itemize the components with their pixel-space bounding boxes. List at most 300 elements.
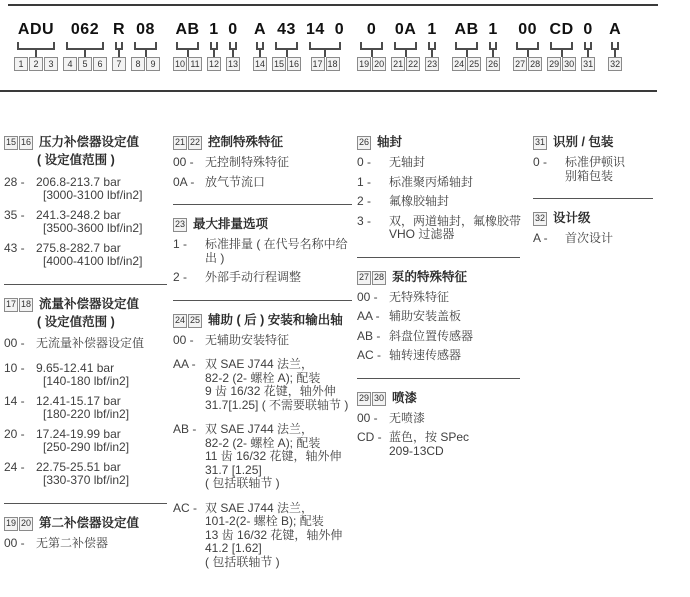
option-text — [389, 412, 520, 426]
stem-line — [405, 50, 407, 57]
option-text-line: 蓝色，按 SPec — [389, 430, 470, 444]
section-position-boxes — [4, 298, 33, 312]
code-segment: ADU — [17, 21, 55, 38]
section-header — [357, 136, 520, 150]
option-item — [357, 176, 520, 190]
section-header — [357, 392, 520, 406]
position-number-box: 20 — [19, 517, 33, 531]
option-text-line: 209-13CD — [389, 443, 444, 458]
option-text-line: 辅助安装盖板 — [389, 309, 462, 323]
position-number-box: 25 — [188, 314, 202, 328]
option-text — [36, 242, 167, 269]
option-text-line: 82-2 (2- 螺栓 A); 配装 — [205, 370, 321, 385]
position-number-box: 25 — [469, 59, 480, 69]
code-segment: 062 — [70, 21, 100, 38]
option-item — [357, 195, 520, 209]
position-number-box: 11 — [188, 57, 202, 71]
bracket-connector — [115, 42, 123, 50]
option-text — [389, 349, 520, 363]
option-item — [4, 362, 167, 389]
option-code: AA - — [173, 357, 196, 371]
position-number-box: 1 — [14, 57, 28, 71]
code-group — [513, 21, 542, 71]
option-code: 1 - — [357, 174, 372, 189]
option-text-line: 17.24-19.99 bar — [36, 426, 121, 441]
code-segment: 1 — [427, 21, 437, 38]
position-number-box: 23 — [173, 218, 187, 232]
option-code: 28 - — [4, 174, 25, 189]
code-segment: 0 — [366, 21, 377, 38]
option-code: 20 - — [4, 426, 25, 441]
option-code: 2 - — [173, 270, 188, 284]
code-group — [131, 21, 160, 71]
option-text-line: 22.75-25.51 bar — [36, 459, 121, 474]
position-boxes — [581, 57, 595, 71]
option-item — [357, 291, 520, 305]
section-title: 压力补偿器设定值 — [39, 135, 140, 150]
stem-line — [527, 50, 529, 57]
option-text — [36, 428, 167, 455]
option-text-line: 31.7[1.25] ( 不需要联轴节 ) — [205, 397, 349, 412]
position-boxes — [112, 57, 126, 71]
section-subtitle: ( 设定值范围 ) — [37, 153, 115, 167]
code-segment: 43 — [277, 21, 296, 38]
code-segment: 08 — [136, 21, 155, 38]
stem-line — [614, 50, 616, 57]
option-text — [205, 502, 352, 570]
option-item — [4, 176, 167, 203]
option-text — [36, 362, 167, 389]
option-text-line: 标准伊顿识 — [565, 155, 626, 169]
bracket-connector — [584, 42, 592, 50]
position-number-box: 15 — [4, 136, 18, 150]
stem-line — [259, 50, 261, 57]
position-boxes — [425, 57, 439, 71]
section-title: 辅助 ( 后 ) 安装和输出轴 — [208, 312, 343, 327]
option-item — [533, 156, 653, 183]
mid-rule — [0, 90, 657, 92]
section-position-boxes — [533, 136, 547, 150]
bracket-connector — [360, 42, 383, 50]
option-code: 00 - — [173, 332, 194, 347]
bracket-connector — [309, 42, 341, 50]
stem-line — [371, 50, 373, 57]
bracket-connector — [134, 42, 157, 50]
code-group — [486, 21, 500, 71]
section-title: 泵的特殊特征 — [392, 269, 468, 284]
code-segment: A — [253, 21, 267, 38]
option-text — [389, 310, 520, 324]
position-boxes — [513, 57, 542, 71]
code-segment: 0 — [583, 21, 593, 38]
position-number-box: 13 — [227, 59, 238, 69]
position-number-box: 24 — [173, 314, 187, 328]
stem-line — [118, 50, 120, 57]
bracket-connector — [275, 42, 298, 50]
code-segment: 1 — [488, 21, 498, 38]
option-text-line: 轴转速传感器 — [389, 348, 462, 362]
code-group — [608, 21, 622, 71]
option-text-line: 13 齿 16/32 花键，轴外伸 — [205, 527, 343, 542]
bracket-connector — [489, 42, 497, 50]
position-number-box: 4 — [63, 57, 77, 71]
option-text-line: 无流量补偿器设定值 — [36, 336, 145, 350]
option-section — [357, 136, 520, 258]
option-text-line: [330-370 lbf/in2] — [43, 473, 130, 487]
option-text-line: 无喷漆 — [389, 410, 426, 425]
option-section — [357, 392, 520, 474]
position-number-box: 21 — [173, 136, 187, 150]
option-code: 14 - — [4, 393, 25, 408]
section-header — [173, 314, 352, 328]
code-cluster — [608, 21, 622, 71]
code-group — [581, 21, 595, 71]
option-text-line: 放气节流口 — [205, 174, 266, 189]
code-cluster — [452, 21, 500, 71]
section-title: 轴封 — [377, 135, 403, 150]
option-text — [205, 238, 352, 265]
code-group — [391, 21, 420, 71]
option-text-line: 别箱包装 — [565, 168, 614, 183]
option-section — [357, 271, 520, 379]
section-position-boxes — [4, 517, 33, 531]
section-position-boxes — [173, 136, 202, 150]
stem-line — [286, 50, 288, 57]
code-group — [357, 21, 386, 71]
code-segment: 0 — [228, 21, 238, 38]
position-number-box: 20 — [374, 59, 385, 69]
position-boxes — [226, 57, 240, 71]
position-boxes — [131, 57, 160, 71]
position-boxes — [486, 57, 500, 71]
option-item — [4, 242, 167, 269]
position-number-box: 27 — [515, 59, 526, 69]
option-text-line: 双 SAE J744 法兰， — [205, 500, 314, 515]
section-position-boxes — [357, 392, 386, 406]
option-code: 24 - — [4, 459, 25, 474]
code-group — [253, 21, 267, 71]
option-section — [173, 136, 352, 205]
position-number-box: 22 — [188, 136, 202, 150]
code-group — [306, 21, 344, 71]
option-text-line: 外部手动行程调整 — [205, 270, 302, 284]
bracket-connector — [210, 42, 218, 50]
section-header — [533, 136, 653, 150]
position-boxes — [452, 57, 481, 71]
position-boxes — [63, 57, 107, 71]
code-group — [272, 21, 301, 71]
code-group — [173, 21, 202, 71]
option-column — [357, 136, 520, 486]
option-text-line: 206.8-213.7 bar — [36, 174, 121, 189]
code-segment: 1 — [209, 21, 219, 38]
option-code: 1 - — [173, 237, 188, 251]
position-number-box: 3 — [44, 57, 58, 71]
option-text-line: [3500-3600 lbf/in2] — [43, 221, 143, 235]
option-item — [4, 428, 167, 455]
position-number-box: 32 — [610, 59, 621, 69]
code-group — [226, 21, 240, 71]
position-number-box: 23 — [427, 59, 438, 69]
option-code: 3 - — [357, 213, 372, 228]
option-column — [533, 136, 653, 274]
option-text — [36, 337, 167, 351]
position-boxes — [608, 57, 622, 71]
position-number-box: 6 — [93, 57, 107, 71]
bracket-connector — [550, 42, 573, 50]
position-number-box: 18 — [19, 298, 33, 312]
option-text — [36, 395, 167, 422]
option-item — [4, 461, 167, 488]
option-text-line: 双 SAE J744 法兰， — [205, 422, 314, 436]
section-title: 第二补偿器设定值 — [39, 515, 140, 530]
option-text-line: [3000-3100 lbf/in2] — [43, 188, 143, 202]
bracket-connector — [428, 42, 436, 50]
option-code: 00 - — [4, 535, 25, 550]
section-title: 最大排量选项 — [193, 217, 269, 232]
option-section — [533, 212, 653, 261]
option-text-line: 12.41-15.17 bar — [36, 393, 121, 408]
section-title: 识别 / 包装 — [553, 135, 614, 150]
option-text — [205, 176, 352, 190]
option-text — [565, 156, 653, 183]
option-item — [173, 176, 352, 190]
option-text — [389, 156, 520, 170]
stem-line — [324, 50, 326, 57]
position-number-box: 7 — [112, 57, 126, 71]
stem-line — [587, 50, 589, 57]
option-section — [533, 136, 653, 199]
option-column — [4, 136, 167, 578]
top-rule — [8, 4, 658, 6]
option-text-line: 41.2 [1.62] — [205, 541, 262, 555]
option-section — [173, 218, 352, 301]
option-text-line: [180-220 lbf/in2] — [43, 407, 130, 421]
option-text-line: 11 齿 16/32 花键，轴外伸 — [205, 449, 342, 463]
option-item — [357, 310, 520, 324]
code-group — [547, 21, 576, 71]
section-position-boxes — [357, 136, 371, 150]
option-item — [173, 238, 352, 265]
code-cluster — [357, 21, 439, 71]
position-number-box: 28 — [372, 271, 386, 285]
stem-line — [84, 50, 86, 57]
option-text-line: 标准排量 ( 在代号名称中给 — [205, 237, 348, 251]
model-code-diagram — [14, 21, 622, 71]
option-item — [357, 349, 520, 363]
position-boxes — [547, 57, 576, 71]
code-group — [14, 21, 58, 71]
position-number-box: 19 — [359, 59, 370, 69]
option-text-line: 无控制特殊特征 — [205, 155, 290, 169]
code-group — [425, 21, 439, 71]
position-number-box: 22 — [408, 59, 419, 69]
section-title: 设计级 — [553, 211, 591, 226]
position-number-box: 12 — [208, 59, 219, 69]
position-boxes — [173, 57, 202, 71]
stem-line — [492, 50, 494, 57]
position-boxes — [253, 57, 267, 71]
option-text — [389, 176, 520, 190]
option-text-line: 241.3-248.2 bar — [36, 207, 121, 222]
option-item — [173, 156, 352, 170]
position-number-box: 2 — [29, 57, 43, 71]
code-group — [207, 21, 221, 71]
position-number-box: 31 — [583, 59, 594, 69]
option-item — [533, 232, 653, 246]
code-cluster — [513, 21, 595, 71]
option-text — [389, 330, 520, 344]
option-code: 00 - — [4, 336, 25, 350]
bracket-connector — [176, 42, 199, 50]
section-position-boxes — [533, 212, 547, 226]
position-number-box: 17 — [4, 298, 18, 312]
position-number-box: 24 — [454, 59, 465, 69]
bracket-connector — [394, 42, 417, 50]
option-item — [173, 423, 352, 491]
stem-line — [232, 50, 234, 57]
position-number-box: 19 — [4, 517, 18, 531]
code-cluster — [173, 21, 240, 71]
option-code: 0 - — [357, 155, 372, 169]
stem-line — [213, 50, 215, 57]
option-code: 43 - — [4, 240, 25, 255]
option-item — [173, 334, 352, 348]
option-item — [173, 502, 352, 570]
option-item — [4, 209, 167, 236]
position-number-box: 30 — [372, 392, 386, 406]
option-text — [205, 271, 352, 285]
position-boxes — [207, 57, 221, 71]
position-number-box: 29 — [357, 392, 371, 406]
code-cluster — [14, 21, 160, 71]
bracket-connector — [516, 42, 539, 50]
option-item — [357, 330, 520, 344]
code-segment: R — [112, 21, 126, 38]
option-text-line: VHO 过滤器 — [389, 227, 455, 241]
section-header — [357, 271, 520, 285]
position-number-box: 30 — [564, 59, 575, 69]
stem-line — [431, 50, 433, 57]
option-text — [389, 195, 520, 209]
option-section — [4, 517, 167, 566]
option-column — [173, 136, 352, 597]
option-code: 00 - — [357, 289, 378, 304]
option-text — [565, 232, 653, 246]
stem-line — [561, 50, 563, 57]
option-item — [357, 431, 520, 458]
option-text — [205, 358, 352, 412]
option-code: 10 - — [4, 360, 25, 375]
option-code: AC - — [357, 348, 381, 362]
option-item — [357, 215, 520, 242]
position-number-box: 18 — [327, 59, 338, 69]
section-header — [4, 517, 167, 531]
option-item — [173, 358, 352, 412]
section-title: 流量补偿器设定值 — [39, 296, 140, 311]
position-number-box: 15 — [273, 59, 284, 69]
option-text-line: 31.7 [1.25] — [205, 462, 262, 477]
bracket-connector — [66, 42, 104, 50]
position-number-box: 14 — [254, 59, 265, 69]
option-text-line: [250-290 lbf/in2] — [43, 440, 130, 454]
option-code: 2 - — [357, 194, 372, 208]
position-number-box: 26 — [488, 59, 499, 69]
option-text-line: 标准聚丙烯轴封 — [389, 174, 474, 189]
bracket-connector — [256, 42, 264, 50]
option-text-line: 氟橡胶轴封 — [389, 194, 450, 208]
section-position-boxes — [173, 218, 187, 232]
position-boxes — [14, 57, 58, 71]
option-text-line: 双，两道轴封，氟橡胶带 — [389, 213, 522, 228]
position-number-box: 27 — [357, 271, 371, 285]
option-text-line: 无轴封 — [389, 155, 426, 169]
section-title: 控制特殊特征 — [208, 135, 284, 150]
code-segment: CD — [549, 21, 574, 38]
position-number-box: 16 — [288, 59, 299, 69]
option-text-line: ( 包括联轴节 ) — [205, 476, 280, 490]
stem-line — [466, 50, 468, 57]
option-section — [4, 136, 167, 285]
code-group — [112, 21, 126, 71]
option-text-line: 斜盘位置传感器 — [389, 328, 474, 343]
option-text-line: 101-2(2- 螺栓 B); 配装 — [205, 514, 324, 528]
stem-line — [145, 50, 147, 57]
option-text-line: 275.8-282.7 bar — [36, 240, 121, 255]
option-section — [173, 314, 352, 585]
option-text-line: 82-2 (2- 螺栓 A); 配装 — [205, 435, 321, 450]
position-number-box: 17 — [312, 59, 323, 69]
position-number-box: 32 — [533, 212, 547, 226]
option-text — [205, 423, 352, 491]
option-item — [173, 271, 352, 285]
code-group — [452, 21, 481, 71]
option-text — [389, 431, 520, 458]
section-position-boxes — [4, 136, 33, 150]
position-boxes — [272, 57, 301, 71]
section-header — [4, 298, 167, 312]
option-item — [357, 156, 520, 170]
bracket-connector — [455, 42, 478, 50]
position-number-box: 8 — [131, 57, 145, 71]
option-code: 0A - — [173, 174, 195, 189]
position-number-box: 29 — [549, 59, 560, 69]
option-text — [36, 461, 167, 488]
option-text — [389, 215, 521, 242]
section-header — [4, 136, 167, 150]
code-segment: AB — [175, 21, 200, 38]
stem-line — [187, 50, 189, 57]
option-code: AC - — [173, 500, 197, 515]
code-segment: 0A — [394, 21, 417, 38]
option-text — [205, 334, 352, 348]
option-text-line: 首次设计 — [565, 231, 614, 245]
code-cluster — [253, 21, 344, 71]
stem-line — [35, 50, 37, 57]
option-text-line: ( 包括联轴节 ) — [205, 554, 280, 569]
section-header — [173, 218, 352, 232]
position-boxes — [357, 57, 386, 71]
position-boxes — [391, 57, 420, 71]
code-segment: 14 0 — [306, 21, 345, 38]
position-number-box: 28 — [530, 59, 541, 69]
code-group — [63, 21, 107, 71]
option-text — [36, 537, 167, 551]
option-code: A - — [533, 231, 548, 245]
option-text — [36, 209, 167, 236]
section-title: 喷漆 — [392, 390, 418, 405]
section-header — [173, 136, 352, 150]
